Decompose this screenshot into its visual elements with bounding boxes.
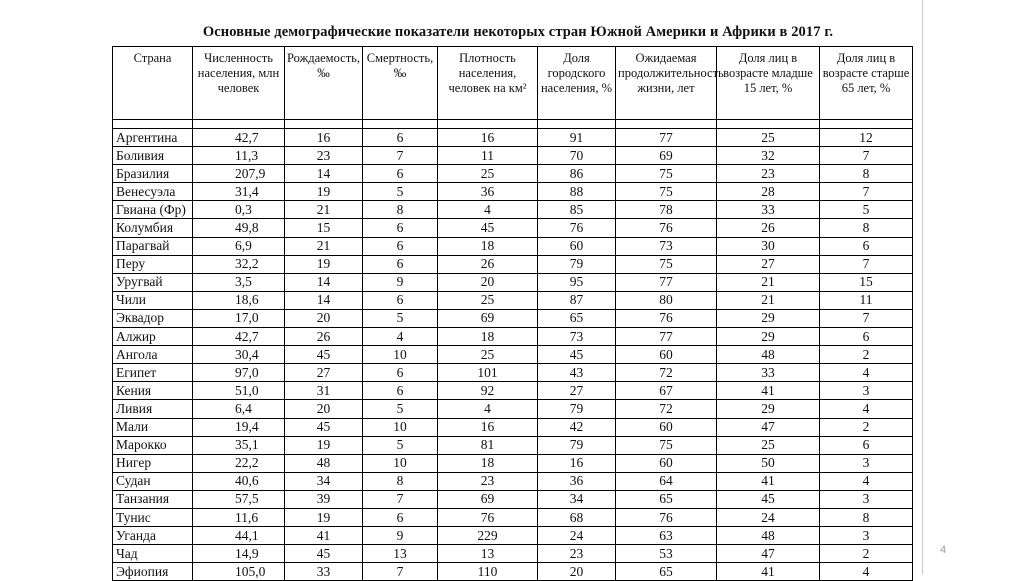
table-header-row <box>113 47 913 120</box>
value-cell: 3 <box>820 454 913 472</box>
value-cell: 6,9 <box>193 237 285 255</box>
value-cell: 33 <box>285 563 363 581</box>
value-cell: 63 <box>616 527 717 545</box>
table-row <box>113 147 913 165</box>
value-cell: 2 <box>820 418 913 436</box>
value-cell: 25 <box>717 436 820 454</box>
value-cell: 14 <box>285 165 363 183</box>
value-cell: 81 <box>438 436 538 454</box>
value-cell: 64 <box>616 472 717 490</box>
demographics-table <box>112 46 913 581</box>
value-cell: 8 <box>363 472 438 490</box>
value-cell: 18 <box>438 237 538 255</box>
value-cell: 76 <box>538 219 616 237</box>
value-cell: 22,2 <box>193 454 285 472</box>
value-cell: 229 <box>438 527 538 545</box>
table-row <box>113 273 913 291</box>
table-row <box>113 382 913 400</box>
value-cell: 48 <box>717 527 820 545</box>
value-cell: 8 <box>363 201 438 219</box>
value-cell: 29 <box>717 309 820 327</box>
table-row <box>113 219 913 237</box>
value-cell: 87 <box>538 291 616 309</box>
country-cell: Египет <box>113 364 193 382</box>
value-cell: 4 <box>820 364 913 382</box>
value-cell: 23 <box>285 147 363 165</box>
value-cell: 85 <box>538 201 616 219</box>
value-cell: 25 <box>438 291 538 309</box>
value-cell: 51,0 <box>193 382 285 400</box>
table-row <box>113 454 913 472</box>
value-cell: 75 <box>616 255 717 273</box>
value-cell: 28 <box>717 183 820 201</box>
value-cell: 3 <box>820 490 913 508</box>
value-cell: 6 <box>363 508 438 526</box>
table-row <box>113 328 913 346</box>
value-cell: 41 <box>717 563 820 581</box>
value-cell: 19 <box>285 508 363 526</box>
value-cell: 36 <box>438 183 538 201</box>
value-cell: 0,3 <box>193 201 285 219</box>
value-cell: 101 <box>438 364 538 382</box>
country-cell: Тунис <box>113 508 193 526</box>
value-cell: 15 <box>285 219 363 237</box>
value-cell: 5 <box>363 183 438 201</box>
table-row <box>113 183 913 201</box>
value-cell: 42,7 <box>193 129 285 147</box>
value-cell: 45 <box>538 346 616 364</box>
value-cell: 8 <box>820 165 913 183</box>
value-cell: 7 <box>820 183 913 201</box>
value-cell: 97,0 <box>193 364 285 382</box>
value-cell: 41 <box>285 527 363 545</box>
value-cell: 60 <box>538 237 616 255</box>
country-cell: Уганда <box>113 527 193 545</box>
value-cell: 65 <box>538 309 616 327</box>
value-cell: 45 <box>717 490 820 508</box>
value-cell: 3,5 <box>193 273 285 291</box>
value-cell: 18,6 <box>193 291 285 309</box>
country-cell: Венесуэла <box>113 183 193 201</box>
value-cell: 36 <box>538 472 616 490</box>
value-cell: 45 <box>285 346 363 364</box>
value-cell: 77 <box>616 129 717 147</box>
table-row <box>113 129 913 147</box>
value-cell: 80 <box>616 291 717 309</box>
value-cell: 41 <box>717 382 820 400</box>
value-cell: 27 <box>538 382 616 400</box>
value-cell: 65 <box>616 490 717 508</box>
value-cell: 43 <box>538 364 616 382</box>
value-cell: 14 <box>285 273 363 291</box>
value-cell: 79 <box>538 255 616 273</box>
value-cell: 4 <box>438 201 538 219</box>
value-cell: 75 <box>616 436 717 454</box>
country-cell: Судан <box>113 472 193 490</box>
value-cell: 32 <box>717 147 820 165</box>
value-cell: 45 <box>438 219 538 237</box>
table-row <box>113 508 913 526</box>
country-cell: Гвиана (Фр) <box>113 201 193 219</box>
value-cell: 20 <box>538 563 616 581</box>
spacer-cell <box>113 120 193 129</box>
value-cell: 67 <box>616 382 717 400</box>
value-cell: 17,0 <box>193 309 285 327</box>
value-cell: 9 <box>363 527 438 545</box>
value-cell: 4 <box>438 400 538 418</box>
table-row <box>113 237 913 255</box>
country-cell: Ливия <box>113 400 193 418</box>
spacer-cell <box>717 120 820 129</box>
value-cell: 6 <box>820 237 913 255</box>
value-cell: 29 <box>717 328 820 346</box>
value-cell: 13 <box>438 545 538 563</box>
value-cell: 4 <box>820 563 913 581</box>
value-cell: 7 <box>820 309 913 327</box>
value-cell: 24 <box>538 527 616 545</box>
value-cell: 7 <box>363 147 438 165</box>
value-cell: 10 <box>363 418 438 436</box>
value-cell: 25 <box>438 346 538 364</box>
value-cell: 57,5 <box>193 490 285 508</box>
column-header: Численность населения, млн человек <box>193 47 285 120</box>
value-cell: 207,9 <box>193 165 285 183</box>
value-cell: 39 <box>285 490 363 508</box>
value-cell: 29 <box>717 400 820 418</box>
value-cell: 12 <box>820 129 913 147</box>
country-cell: Марокко <box>113 436 193 454</box>
value-cell: 19 <box>285 255 363 273</box>
value-cell: 20 <box>285 309 363 327</box>
spacer-cell <box>538 120 616 129</box>
country-cell: Эфиопия <box>113 563 193 581</box>
table-row <box>113 490 913 508</box>
value-cell: 20 <box>285 400 363 418</box>
country-cell: Колумбия <box>113 219 193 237</box>
value-cell: 88 <box>538 183 616 201</box>
country-cell: Чад <box>113 545 193 563</box>
table-row <box>113 346 913 364</box>
value-cell: 42,7 <box>193 328 285 346</box>
value-cell: 14,9 <box>193 545 285 563</box>
value-cell: 2 <box>820 545 913 563</box>
value-cell: 76 <box>438 508 538 526</box>
value-cell: 69 <box>438 490 538 508</box>
column-header: Доля лиц в возрасте младше 15 лет, % <box>717 47 820 120</box>
value-cell: 6 <box>363 382 438 400</box>
value-cell: 11 <box>820 291 913 309</box>
column-header: Страна <box>113 47 193 120</box>
country-cell: Кения <box>113 382 193 400</box>
value-cell: 5 <box>363 309 438 327</box>
slide-border <box>922 0 923 574</box>
table-row <box>113 201 913 219</box>
value-cell: 47 <box>717 545 820 563</box>
value-cell: 70 <box>538 147 616 165</box>
value-cell: 6 <box>363 237 438 255</box>
value-cell: 92 <box>438 382 538 400</box>
value-cell: 11,3 <box>193 147 285 165</box>
value-cell: 72 <box>616 400 717 418</box>
value-cell: 15 <box>820 273 913 291</box>
country-cell: Эквадор <box>113 309 193 327</box>
table-row <box>113 165 913 183</box>
value-cell: 79 <box>538 436 616 454</box>
value-cell: 16 <box>438 129 538 147</box>
value-cell: 3 <box>820 382 913 400</box>
value-cell: 73 <box>538 328 616 346</box>
spacer-cell <box>616 120 717 129</box>
value-cell: 4 <box>820 400 913 418</box>
spacer-cell <box>193 120 285 129</box>
value-cell: 11 <box>438 147 538 165</box>
column-header: Смертность, ‰ <box>363 47 438 120</box>
country-cell: Парагвай <box>113 237 193 255</box>
value-cell: 69 <box>438 309 538 327</box>
value-cell: 31,4 <box>193 183 285 201</box>
value-cell: 13 <box>363 545 438 563</box>
value-cell: 45 <box>285 418 363 436</box>
value-cell: 40,6 <box>193 472 285 490</box>
column-header: Доля городского населения, % <box>538 47 616 120</box>
value-cell: 73 <box>616 237 717 255</box>
table-spacer-row <box>113 120 913 129</box>
spacer-cell <box>820 120 913 129</box>
country-cell: Алжир <box>113 328 193 346</box>
value-cell: 26 <box>438 255 538 273</box>
value-cell: 6 <box>820 436 913 454</box>
value-cell: 48 <box>285 454 363 472</box>
value-cell: 18 <box>438 328 538 346</box>
column-header: Рождаемость, ‰ <box>285 47 363 120</box>
table-row <box>113 472 913 490</box>
spacer-cell <box>438 120 538 129</box>
value-cell: 34 <box>285 472 363 490</box>
value-cell: 78 <box>616 201 717 219</box>
value-cell: 45 <box>285 545 363 563</box>
value-cell: 21 <box>717 291 820 309</box>
value-cell: 6 <box>363 255 438 273</box>
value-cell: 49,8 <box>193 219 285 237</box>
country-cell: Чили <box>113 291 193 309</box>
value-cell: 41 <box>717 472 820 490</box>
value-cell: 33 <box>717 201 820 219</box>
value-cell: 77 <box>616 273 717 291</box>
value-cell: 6 <box>363 291 438 309</box>
value-cell: 26 <box>717 219 820 237</box>
value-cell: 8 <box>820 219 913 237</box>
value-cell: 19,4 <box>193 418 285 436</box>
value-cell: 105,0 <box>193 563 285 581</box>
spacer-cell <box>285 120 363 129</box>
value-cell: 35,1 <box>193 436 285 454</box>
value-cell: 16 <box>438 418 538 436</box>
value-cell: 21 <box>285 237 363 255</box>
country-cell: Перу <box>113 255 193 273</box>
table-row <box>113 563 913 581</box>
value-cell: 72 <box>616 364 717 382</box>
value-cell: 27 <box>717 255 820 273</box>
value-cell: 2 <box>820 346 913 364</box>
value-cell: 76 <box>616 309 717 327</box>
value-cell: 4 <box>363 328 438 346</box>
column-header: Доля лиц в возрасте старше 65 лет, % <box>820 47 913 120</box>
value-cell: 48 <box>717 346 820 364</box>
value-cell: 5 <box>363 400 438 418</box>
country-cell: Уругвай <box>113 273 193 291</box>
value-cell: 53 <box>616 545 717 563</box>
value-cell: 6 <box>820 328 913 346</box>
value-cell: 60 <box>616 346 717 364</box>
value-cell: 6 <box>363 364 438 382</box>
value-cell: 25 <box>438 165 538 183</box>
value-cell: 42 <box>538 418 616 436</box>
value-cell: 69 <box>616 147 717 165</box>
value-cell: 16 <box>285 129 363 147</box>
column-header: Плотность населения, человек на км² <box>438 47 538 120</box>
value-cell: 30,4 <box>193 346 285 364</box>
value-cell: 3 <box>820 527 913 545</box>
value-cell: 60 <box>616 418 717 436</box>
value-cell: 24 <box>717 508 820 526</box>
table-row <box>113 364 913 382</box>
value-cell: 32,2 <box>193 255 285 273</box>
value-cell: 21 <box>717 273 820 291</box>
table-row <box>113 255 913 273</box>
value-cell: 31 <box>285 382 363 400</box>
table-row <box>113 309 913 327</box>
value-cell: 44,1 <box>193 527 285 545</box>
value-cell: 23 <box>717 165 820 183</box>
value-cell: 30 <box>717 237 820 255</box>
value-cell: 75 <box>616 183 717 201</box>
value-cell: 75 <box>616 165 717 183</box>
table-row <box>113 527 913 545</box>
value-cell: 86 <box>538 165 616 183</box>
value-cell: 11,6 <box>193 508 285 526</box>
value-cell: 91 <box>538 129 616 147</box>
value-cell: 76 <box>616 219 717 237</box>
value-cell: 77 <box>616 328 717 346</box>
value-cell: 47 <box>717 418 820 436</box>
value-cell: 6 <box>363 219 438 237</box>
value-cell: 34 <box>538 490 616 508</box>
value-cell: 7 <box>820 147 913 165</box>
value-cell: 9 <box>363 273 438 291</box>
table-row <box>113 436 913 454</box>
value-cell: 23 <box>438 472 538 490</box>
value-cell: 7 <box>820 255 913 273</box>
country-cell: Ангола <box>113 346 193 364</box>
value-cell: 19 <box>285 436 363 454</box>
value-cell: 6,4 <box>193 400 285 418</box>
page-title: Основные демографические показатели некоторых стран Южной Америки и Африки в 2017 г. <box>202 24 834 40</box>
value-cell: 8 <box>820 508 913 526</box>
country-cell: Нигер <box>113 454 193 472</box>
table-row <box>113 400 913 418</box>
country-cell: Бразилия <box>113 165 193 183</box>
page-number: 4 <box>940 544 947 556</box>
value-cell: 19 <box>285 183 363 201</box>
value-cell: 4 <box>820 472 913 490</box>
value-cell: 110 <box>438 563 538 581</box>
value-cell: 60 <box>616 454 717 472</box>
table-row <box>113 545 913 563</box>
value-cell: 79 <box>538 400 616 418</box>
value-cell: 25 <box>717 129 820 147</box>
value-cell: 76 <box>616 508 717 526</box>
value-cell: 6 <box>363 165 438 183</box>
value-cell: 10 <box>363 454 438 472</box>
value-cell: 95 <box>538 273 616 291</box>
value-cell: 6 <box>363 129 438 147</box>
value-cell: 27 <box>285 364 363 382</box>
spacer-cell <box>363 120 438 129</box>
table-row <box>113 418 913 436</box>
value-cell: 26 <box>285 328 363 346</box>
value-cell: 65 <box>616 563 717 581</box>
value-cell: 5 <box>363 436 438 454</box>
value-cell: 14 <box>285 291 363 309</box>
value-cell: 18 <box>438 454 538 472</box>
value-cell: 50 <box>717 454 820 472</box>
column-header: Ожидаемая продолжительность жизни, лет <box>616 47 717 120</box>
value-cell: 10 <box>363 346 438 364</box>
value-cell: 21 <box>285 201 363 219</box>
value-cell: 20 <box>438 273 538 291</box>
value-cell: 7 <box>363 490 438 508</box>
value-cell: 23 <box>538 545 616 563</box>
value-cell: 68 <box>538 508 616 526</box>
value-cell: 33 <box>717 364 820 382</box>
value-cell: 5 <box>820 201 913 219</box>
table-row <box>113 291 913 309</box>
value-cell: 7 <box>363 563 438 581</box>
country-cell: Танзания <box>113 490 193 508</box>
country-cell: Аргентина <box>113 129 193 147</box>
country-cell: Мали <box>113 418 193 436</box>
country-cell: Боливия <box>113 147 193 165</box>
value-cell: 16 <box>538 454 616 472</box>
